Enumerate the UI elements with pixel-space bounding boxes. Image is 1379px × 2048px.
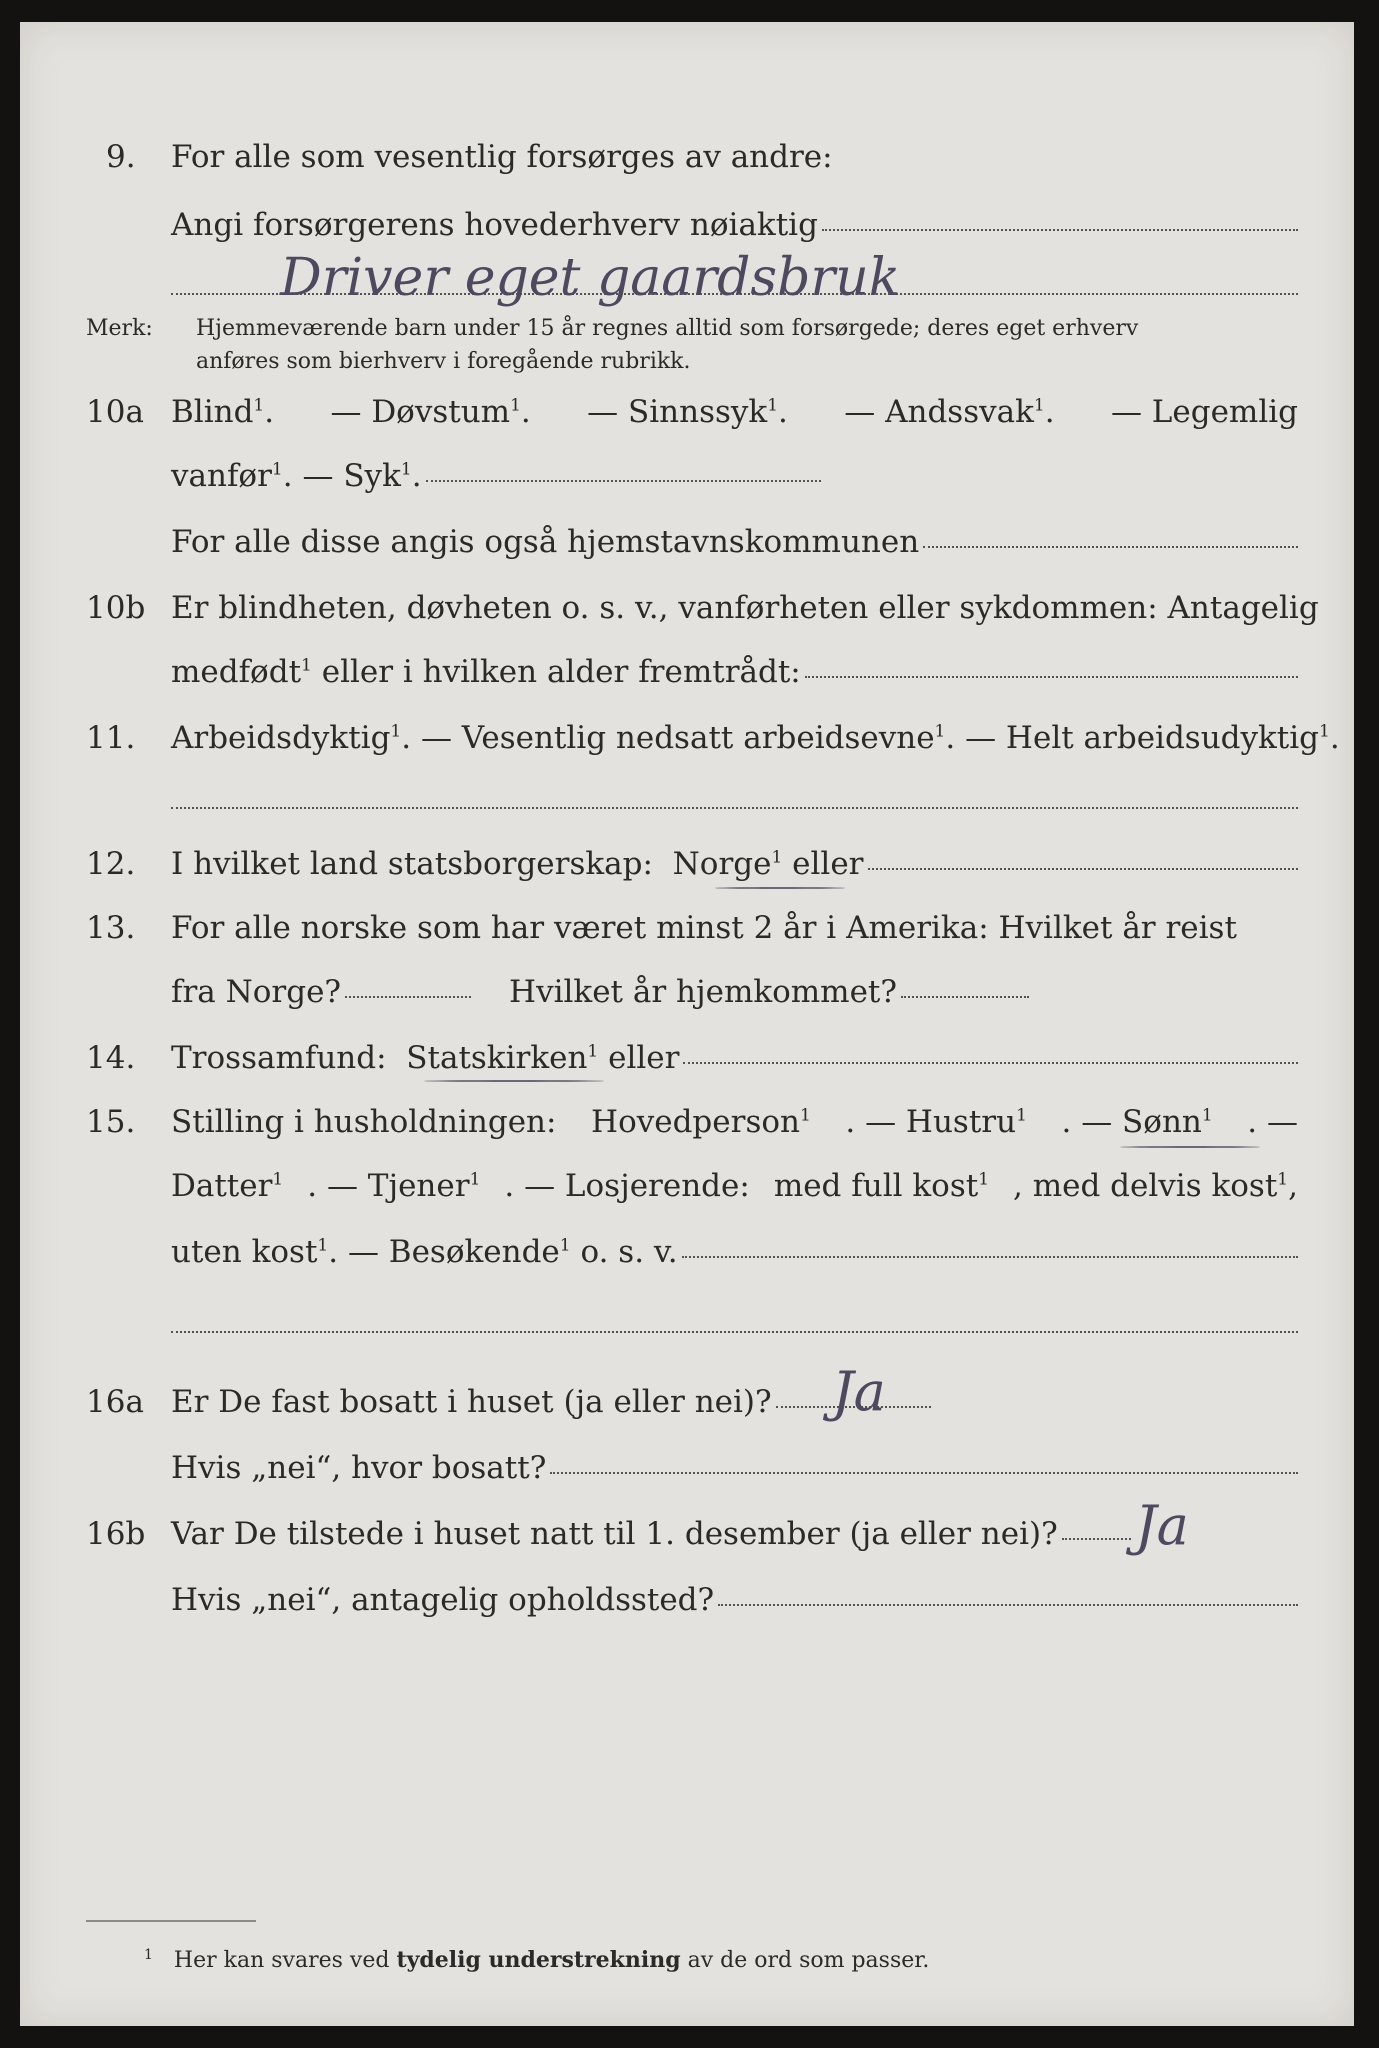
option-uten-kost[interactable]: uten kost$^1$	[171, 1234, 329, 1270]
q13-reist-fill-line[interactable]	[345, 996, 471, 998]
q13-line-1: For alle norske som har været minst 2 år i Amerika: Hvilket år reist	[171, 910, 1237, 946]
q12-fill-line[interactable]	[868, 868, 1299, 870]
q15-line-2: Datter$^1$ . — Tjener$^1$ . — Losjerende: med full kost$^1$ , med delvis kost$^1$,	[171, 1168, 1298, 1204]
option-arbeidsdyktig[interactable]: Arbeidsdyktig$^1$	[171, 720, 402, 756]
option-andssvak[interactable]: — Andssvak$^1$.	[844, 394, 1055, 430]
q9-line-2: Angi forsørgerens hovederhverv nøiaktig	[171, 205, 1298, 245]
option-blind[interactable]: Blind$^1$.	[171, 394, 275, 430]
option-hustru[interactable]: . — Hustru$^1$	[845, 1104, 1027, 1140]
q10a-line-2	[171, 456, 821, 496]
option-norge[interactable]: Norge$^1$	[672, 846, 783, 882]
q16b-handwritten-answer: Ja	[1135, 1494, 1189, 1557]
norge-handwritten-underline	[715, 887, 845, 889]
q10a-syk-fill-line[interactable]	[426, 480, 821, 482]
census-form-page	[20, 22, 1354, 2026]
q16b-line-1: Var De tilstede i huset natt til 1. desember (ja eller nei)?	[171, 1514, 1131, 1554]
option-tjener[interactable]: . — Tjener$^1$	[307, 1168, 481, 1204]
q10b-line-2: medfødt$^1$ eller i hvilken alder fremtrådt:	[171, 652, 1298, 692]
q14-fill-line[interactable]	[683, 1062, 1298, 1064]
q16a-number: 16a	[86, 1384, 144, 1420]
option-full-kost[interactable]: med full kost$^1$	[773, 1168, 990, 1204]
q15-fill-line[interactable]	[682, 1256, 1298, 1258]
q9-number: 9.	[106, 139, 136, 175]
q16b-line-2: Hvis „nei“, antagelig opholdssted?	[171, 1580, 1298, 1620]
q16b-number: 16b	[86, 1516, 146, 1552]
sonn-handwritten-underline	[1120, 1146, 1260, 1148]
option-legemlig[interactable]: — Legemlig	[1110, 394, 1298, 430]
q16a-handwritten-answer: Ja	[832, 1360, 886, 1423]
q16a-line-1: Er De fast bosatt i huset (ja eller nei)?	[171, 1382, 931, 1422]
q13-hjemkommet-fill-line[interactable]	[901, 996, 1029, 998]
q16a-line-2: Hvis „nei“, hvor bosatt?	[171, 1448, 1298, 1488]
q10b-line-1: Er blindheten, døvheten o. s. v., vanførheten eller sykdommen: Antagelig	[171, 590, 1319, 626]
q15-extra-fill-line[interactable]	[171, 1331, 1298, 1333]
option-medfodt[interactable]: medfødt$^1$	[171, 654, 312, 690]
q10a-line-3: For alle disse angis også hjemstavnskommunen	[171, 522, 1298, 562]
option-datter[interactable]: Datter$^1$	[171, 1168, 284, 1204]
option-statskirken[interactable]: Statskirken$^1$	[406, 1040, 599, 1076]
merk-label: Merk:	[86, 316, 153, 341]
footnote: $^1$ Her kan svares ved tydelig understrekning av de ord som passer.	[144, 1946, 930, 1973]
q11-fill-line[interactable]	[171, 807, 1298, 809]
q10a-number: 10a	[86, 394, 144, 430]
option-delvis-kost[interactable]: , med delvis kost$^1$,	[1013, 1168, 1298, 1204]
merk-line-1: Hjemmeværende barn under 15 år regnes alltid som forsørgede; deres eget erhverv	[196, 316, 1139, 341]
q10b-number: 10b	[86, 590, 146, 626]
footnote-rule	[86, 1920, 256, 1922]
q13-line-2: fra Norge? Hvilket år hjemkommet?	[171, 972, 1071, 1012]
q16a-bosatt-fill-line[interactable]	[550, 1472, 1298, 1474]
q13-number: 13.	[86, 910, 136, 946]
option-nedsatt-arbeidsevne[interactable]: . — Vesentlig nedsatt arbeidsevne$^1$	[401, 720, 946, 756]
option-sonn[interactable]: . — Sønn$^1$	[1061, 1104, 1213, 1140]
q12-number: 12.	[86, 846, 136, 882]
option-arbeidsudyktig[interactable]: . — Helt arbeidsudyktig$^1$.	[945, 720, 1340, 756]
option-besokende[interactable]: . — Besøkende$^1$	[328, 1234, 571, 1270]
q9-fill-line[interactable]	[822, 229, 1298, 231]
q9-line-1: For alle som vesentlig forsørges av andre:	[171, 139, 833, 175]
q15-number: 15.	[86, 1104, 136, 1140]
q11-line	[171, 718, 1340, 758]
q10a-line-1	[171, 392, 1298, 432]
q10a-kommune-fill-line[interactable]	[923, 546, 1298, 548]
q12-line: I hvilket land statsborgerskap: Norge$^1$ eller	[171, 844, 1298, 884]
option-hovedperson[interactable]: Hovedperson$^1$	[591, 1104, 811, 1140]
option-dovstum[interactable]: — Døvstum$^1$.	[330, 394, 531, 430]
q16b-opholdssted-fill-line[interactable]	[718, 1604, 1298, 1606]
q14-number: 14.	[86, 1040, 136, 1076]
q10b-fill-line[interactable]	[805, 676, 1298, 678]
q16b-answer-line[interactable]	[1062, 1538, 1131, 1540]
merk-line-2: anføres som bierhverv i foregående rubrikk.	[196, 349, 691, 374]
q9-handwritten-answer: Driver eget gaardsbruk	[280, 248, 901, 308]
q14-line: Trossamfund: Statskirken$^1$ eller	[171, 1038, 1298, 1078]
statskirken-handwritten-underline	[424, 1080, 604, 1082]
option-vanfor[interactable]: vanfør$^1$.	[171, 458, 303, 494]
option-sinnssyk[interactable]: — Sinnssyk$^1$.	[587, 394, 788, 430]
option-syk[interactable]: — Syk$^1$.	[302, 458, 422, 494]
q15-line-3: uten kost$^1$ . — Besøkende$^1$ o. s. v.	[171, 1232, 1298, 1272]
q15-line-1: Stilling i husholdningen: Hovedperson$^1$ . — Hustru$^1$ . — Sønn$^1$ . —	[171, 1104, 1298, 1140]
q11-number: 11.	[86, 720, 136, 756]
